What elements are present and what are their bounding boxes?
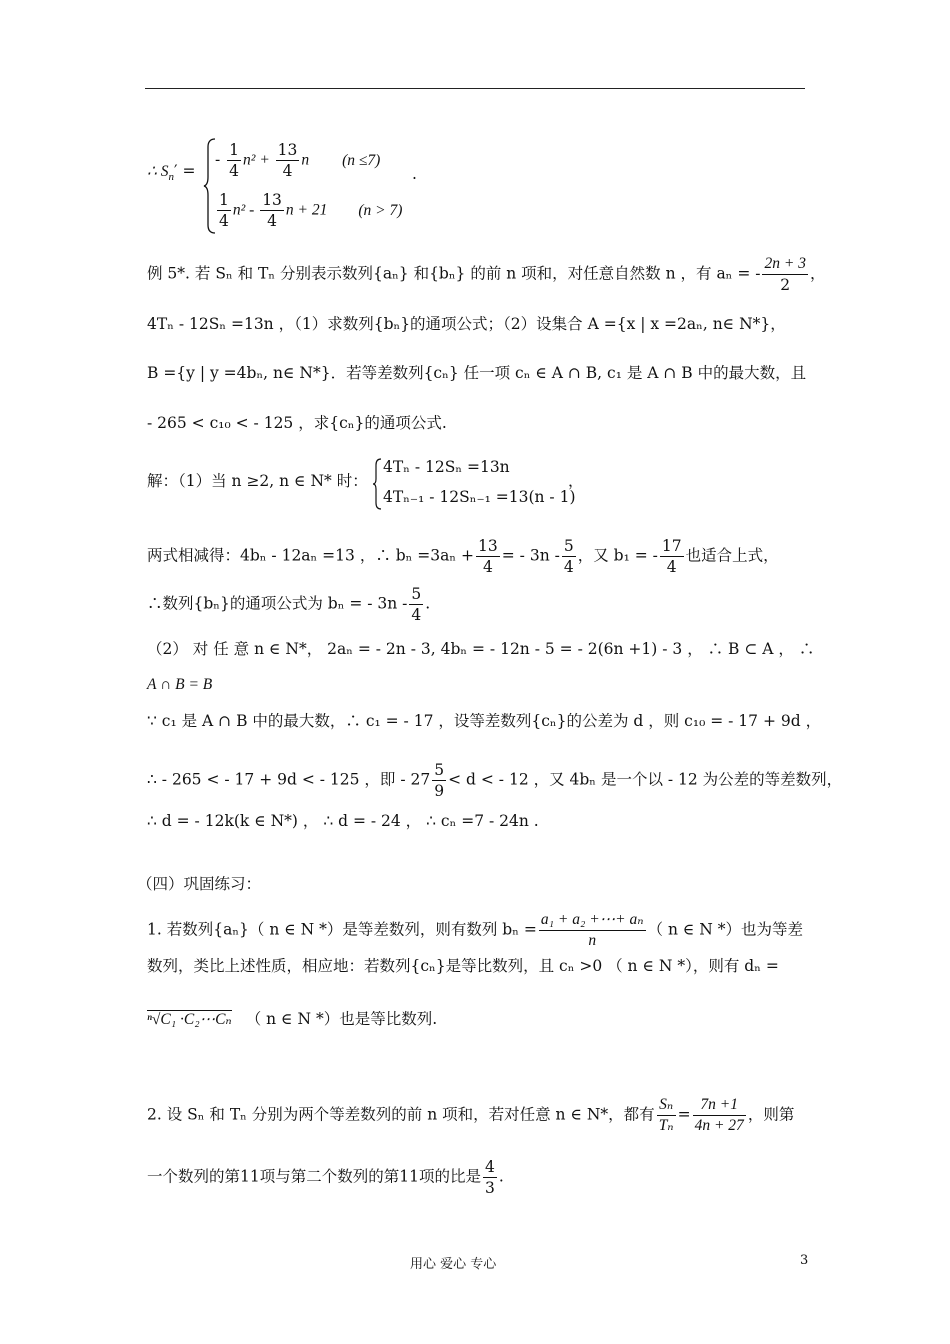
header-rule (145, 88, 805, 89)
solution-line1-end: ， (568, 472, 584, 490)
practice-q1-line1: 1. 若数列{aₙ}（ n ∈ N *）是等差数列，则有数列 bₙ = $\frac{\text{a₁ + a₂ +⋯+ aₙ}}{n}$ （ n ∈ N *）也为等差 (147, 911, 804, 949)
solution-line5: A ∩ B = B (147, 676, 213, 693)
solution-line2: 两式相减得：4bₙ - 12aₙ =13 ，∴ bₙ =3aₙ + $\frac{13}{4}$ = - 3n - $\frac{5}{4}$ ，又 b₁ = - $\frac{17}{4}$ 也适合上式， (147, 537, 779, 576)
page-number: 3 (800, 1253, 809, 1268)
solution-line8: ∴ d = - 12k(k ∈ N*) ， ∴ d = - 24 ， ∴ cₙ =7 - 24n . (147, 812, 539, 830)
sn-result-lead: ∴ $S_n'$ = (147, 162, 196, 184)
practice-q1-line2: 数列，类比上述性质，相应地：若数列{cₙ}是等比数列，且 cₙ >0 （ n ∈ N *），则有 dₙ = (147, 957, 779, 975)
practice-q1-line3: ⁿ√C₁ ·C₂⋯Cₙ （ n ∈ N *）也是等比数列. (147, 1010, 438, 1028)
sn-result-tail: . (412, 165, 417, 183)
solution-line3: ∴数列{bₙ}的通项公式为 bₙ = - 3n - $\frac{5}{4}$ . (147, 585, 431, 624)
solution-line6: ∵ c₁ 是 A ∩ B 中的最大数，∴ c₁ = - 17 ，设等差数列{cₙ}的公差为 d ，则 c₁₀ = - 17 + 9d ， (147, 712, 822, 730)
footer-motto: 用心 爱心 专心 (410, 1257, 497, 1272)
sn-case-2: $\frac{1}{4}$ n² - $\frac{13}{4}$ n + 21 (n > 7) (219, 191, 403, 230)
example5-line3: B ={y | y =4bₙ, n∈ N*}．若等差数列{cₙ} 任一项 cₙ ∈ A ∩ B, c₁ 是 A ∩ B 中的最大数，且 (147, 364, 807, 382)
example5-line4: - 265 < c₁₀ < - 125 ，求{cₙ}的通项公式. (147, 414, 447, 432)
practice-q2-line2: 一个数列的第11项与第二个数列的第11项的比是 $\frac{4}{3}$ . (147, 1158, 504, 1197)
system-eq-2: 4Tₙ₋₁ - 12Sₙ₋₁ =13(n - 1) (383, 488, 576, 506)
example5-line2: 4Tₙ - 12Sₙ =13n ，（1）求数列{bₙ}的通项公式；（2）设集合 A ={x | x =2aₙ, n∈ N*}， (147, 315, 786, 333)
practice-q2-line1: 2. 设 Sₙ 和 Tₙ 分别为两个等差数列的前 n 项和，若对任意 n ∈ N*，都有 $\frac{\text{Sₙ}}{\text{Tₙ}}$ = $\frac{7n +1}{4n + 27}$ ，则第 (147, 1096, 795, 1134)
system-brace (372, 458, 382, 510)
practice-heading: （四）巩固练习： (137, 875, 262, 893)
sn-case-1: - $\frac{1}{4}$ n² + $\frac{13}{4}$ n (n ≤7) (215, 141, 381, 180)
solution-line4: （2） 对 任 意 n ∈ N*， 2aₙ = - 2n - 3, 4bₙ = - 12n - 5 = - 2(6n +1) - 3 ， ∴ B ⊂ A ， ∴ (147, 640, 815, 658)
example5-line1: 例 5*. 若 Sₙ 和 Tₙ 分别表示数列{aₙ} 和{bₙ} 的前 n 项和，对任意自然数 n ，有 aₙ = - $\frac{2n + 3}{2}$ ， (147, 255, 826, 294)
solution-line1: 解：（1）当 n ≥2, n ∈ N* 时： (147, 472, 368, 490)
system-eq-1: 4Tₙ - 12Sₙ =13n (383, 458, 510, 476)
solution-line7: ∴ - 265 < - 17 + 9d < - 125 ，即 - 27 $\frac{5}{9}$ < d < - 12 ，又 4bₙ 是一个以 - 12 为公差的等差数列， (147, 761, 843, 800)
